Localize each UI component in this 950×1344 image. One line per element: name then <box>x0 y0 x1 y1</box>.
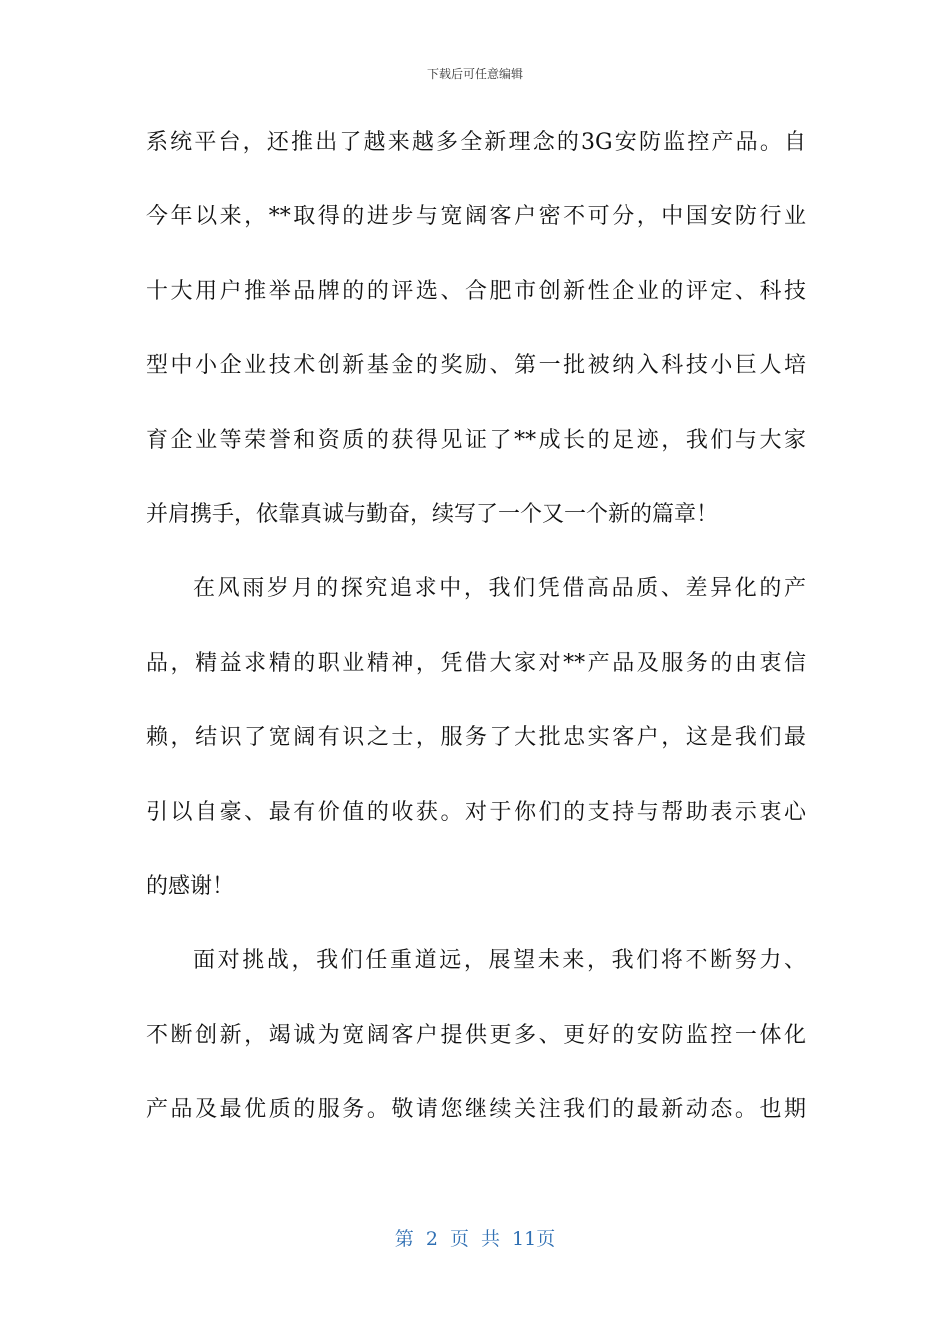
paragraph-line: 育企业等荣誉和资质的获得见证了**成长的足迹，我们与大家 <box>146 427 806 453</box>
paragraph-line: 十大用户推举品牌的的评选、合肥市创新性企业的评定、科技 <box>146 278 806 304</box>
paragraph-line: 引以自豪、最有价值的收获。对于你们的支持与帮助表示衷心 <box>146 799 806 825</box>
paragraph-line: 面对挑战，我们任重道远，展望未来，我们将不断努力、 <box>193 948 806 974</box>
page-header-note: 下载后可任意编辑 <box>426 67 523 81</box>
paragraph-line: 赖，结识了宽阔有识之士，服务了大批忠实客户，这是我们最 <box>146 725 806 751</box>
paragraph-line: 型中小企业技术创新基金的奖励、第一批被纳入科技小巨人培 <box>146 353 806 379</box>
paragraph-line: 产品及最优质的服务。敬请您继续关注我们的最新动态。也期 <box>146 1097 806 1123</box>
paragraph-line: 的感谢！ <box>146 873 235 899</box>
paragraph-line: 今年以来，**取得的进步与宽阔客户密不可分，中国安防行业 <box>146 204 806 230</box>
document-body <box>146 106 806 1147</box>
page-number-footer: 第 2 页 共 11页 <box>394 1228 556 1250</box>
paragraph-line: 不断创新，竭诚为宽阔客户提供更多、更好的安防监控一体化 <box>146 1022 806 1048</box>
paragraph-line: 并肩携手，依靠真诚与勤奋，续写了一个又一个新的篇章！ <box>146 501 719 527</box>
paragraph-line: 品，精益求精的职业精神，凭借大家对**产品及服务的由衷信 <box>146 650 806 676</box>
paragraph-line: 在风雨岁月的探究追求中，我们凭借高品质、差异化的产 <box>193 576 806 602</box>
paragraph-line: 系统平台，还推出了越来越多全新理念的3G安防监控产品。自 <box>146 130 806 155</box>
